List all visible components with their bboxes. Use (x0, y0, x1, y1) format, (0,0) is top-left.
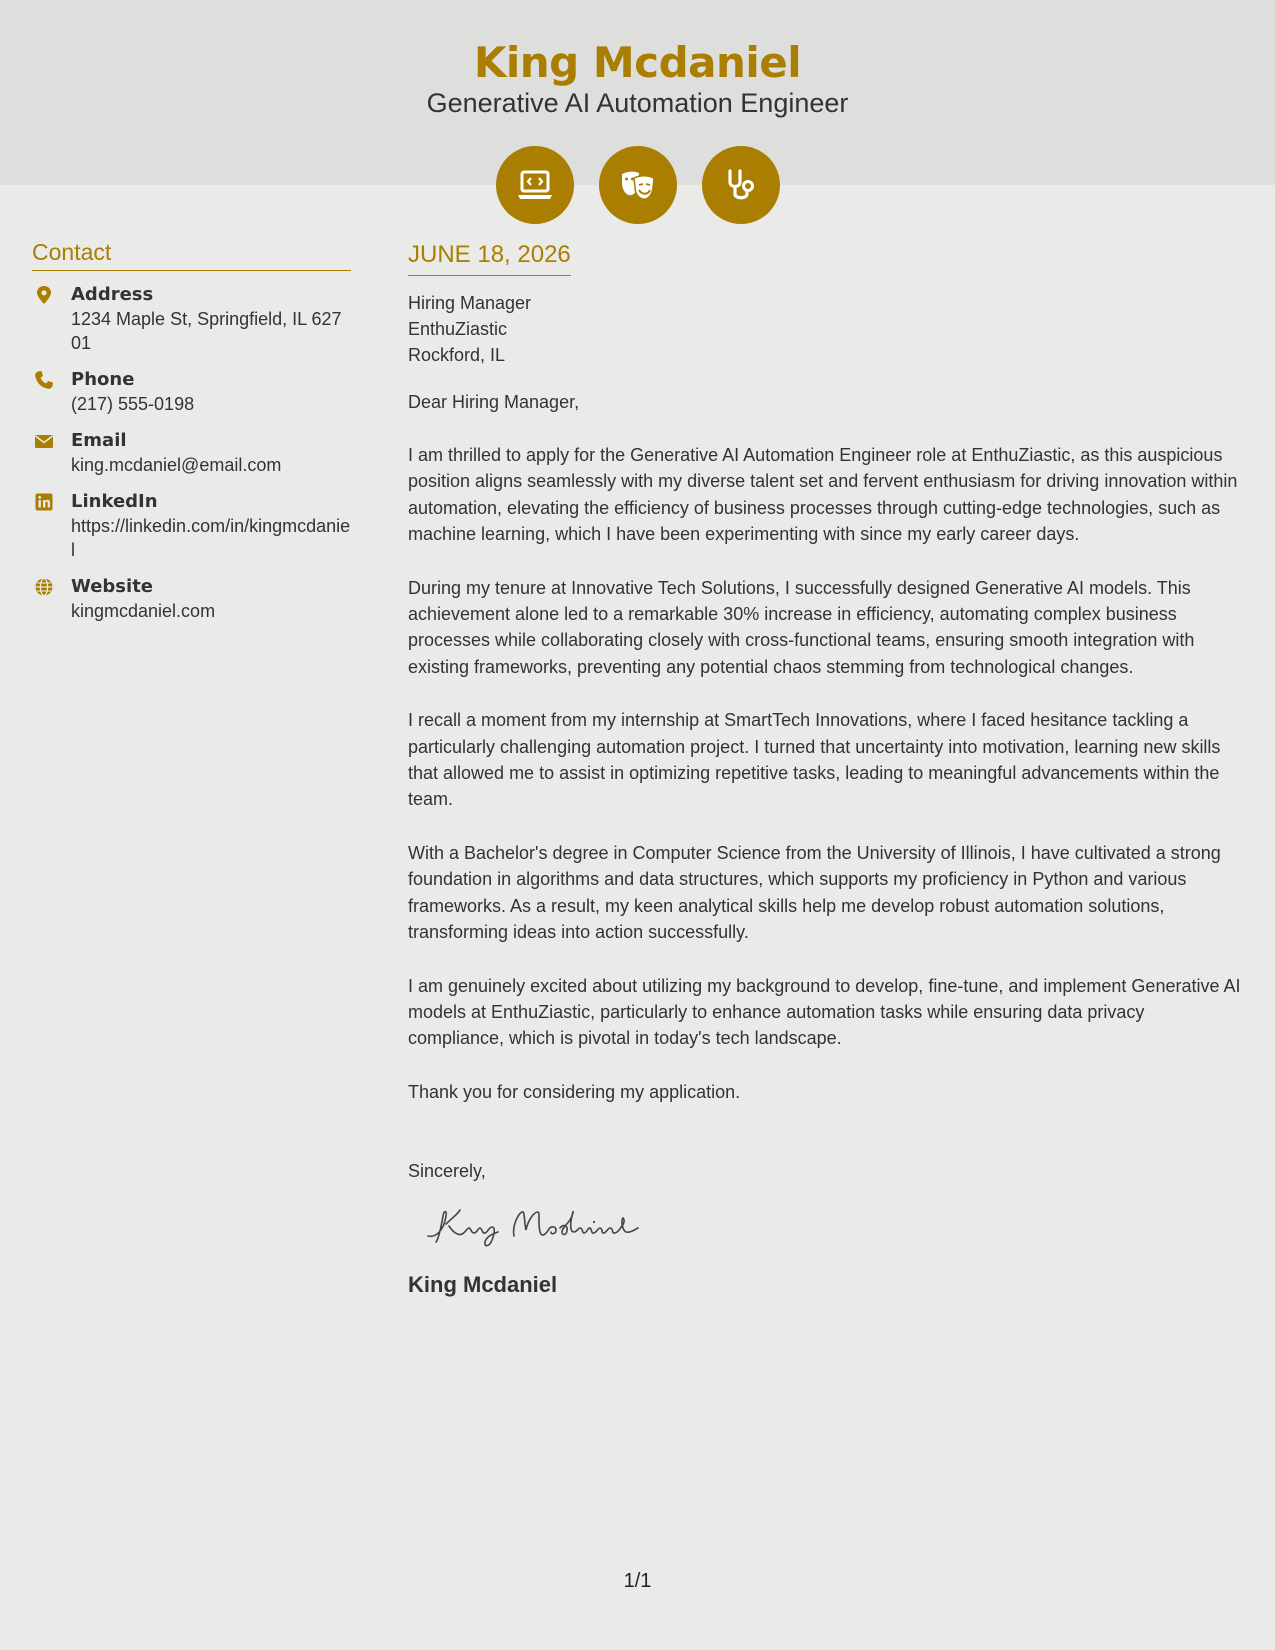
applicant-name: King Mcdaniel (473, 38, 802, 87)
contact-address (32, 283, 351, 355)
contact-value[interactable]: kingmcdaniel.com (71, 601, 216, 621)
contact-linkedin (32, 490, 351, 562)
theater-masks-icon (599, 146, 677, 224)
handwritten-signature (422, 1202, 1244, 1257)
recipient-title: Hiring Manager (408, 293, 532, 313)
contact-label: Website (71, 576, 154, 597)
contact-value: 1234 Maple St, Springfield, IL 62701 (71, 309, 342, 353)
interest-icons (496, 146, 780, 224)
map-marker-icon (34, 285, 54, 305)
contact-label: LinkedIn (71, 491, 158, 512)
page-number: 1/1 (623, 1570, 652, 1592)
salutation: Dear Hiring Manager, (408, 392, 580, 412)
job-title: Generative AI Automation Engineer (426, 88, 849, 118)
contact-heading: Contact (32, 238, 351, 271)
contact-phone (32, 368, 351, 416)
contact-website (32, 575, 351, 623)
letter-date: JUNE 18, 2026 (408, 240, 571, 276)
phone-icon (34, 370, 54, 390)
contact-label: Address (71, 284, 154, 305)
globe-icon (34, 577, 54, 597)
recipient-block (408, 290, 1244, 368)
letter-body (408, 240, 1244, 1299)
laptop-code-icon (496, 146, 574, 224)
signer-name: King Mcdaniel (408, 1272, 558, 1298)
contact-value: king.mcdaniel@email.com (71, 455, 282, 475)
contact-list (32, 283, 351, 623)
contact-value[interactable]: https://linkedin.com/in/kingmcdaniel (71, 516, 351, 560)
contact-email (32, 429, 351, 477)
closing: Sincerely, (408, 1161, 486, 1182)
contact-column (32, 238, 351, 636)
paragraph: With a Bachelor's degree in Computer Science from the University of Illinois, I have cultivated a strong foundation in algorithms and data structures, which supports my proficiency in Python and various frameworks. As a result, my keen analytical skills help me develop robust automation solutions, transforming ideas into action successfully. (408, 842, 1221, 943)
contact-value: (217) 555-0198 (71, 394, 195, 414)
recipient-company: EnthuZiastic (408, 319, 508, 339)
contact-label: Email (71, 430, 127, 451)
paragraph: Thank you for considering my application. (408, 1081, 741, 1102)
envelope-icon (34, 431, 54, 451)
paragraph: I am genuinely excited about utilizing my background to develop, fine-tune, and implement Generative AI models at EnthuZiastic, particularly to enhance automation tasks while ensuring data privacy compliance, which is pivotal in today's tech landscape. (408, 975, 1241, 1049)
recipient-location: Rockford, IL (408, 345, 506, 365)
paragraph: During my tenure at Innovative Tech Solutions, I successfully designed Generative AI models. This achievement alone led to a remarkable 30% increase in efficiency, automating complex business processes while collaborating closely with cross-functional teams, ensuring smooth integration with existing frameworks, preventing any potential chaos stemming from technological changes. (408, 577, 1195, 677)
linkedin-icon (34, 492, 54, 512)
paragraph: I recall a moment from my internship at SmartTech Innovations, where I faced hesitance tackling a particularly challenging automation project. I turned that uncertainty into motivation, learning new skills that allowed me to assist in optimizing repetitive tasks, leading to meaningful advancements within the team. (408, 710, 1221, 810)
stethoscope-icon (702, 146, 780, 224)
contact-label: Phone (71, 369, 135, 390)
paragraph: I am thrilled to apply for the Generative AI Automation Engineer role at EnthuZiastic, as this auspicious position aligns seamlessly with my diverse talent set and fervent enthusiasm for driving innovation within automation, elevating the efficiency of business processes through cutting-edge technologies, such as machine learning, which I have been experimenting with since my early career days. (408, 445, 1238, 545)
